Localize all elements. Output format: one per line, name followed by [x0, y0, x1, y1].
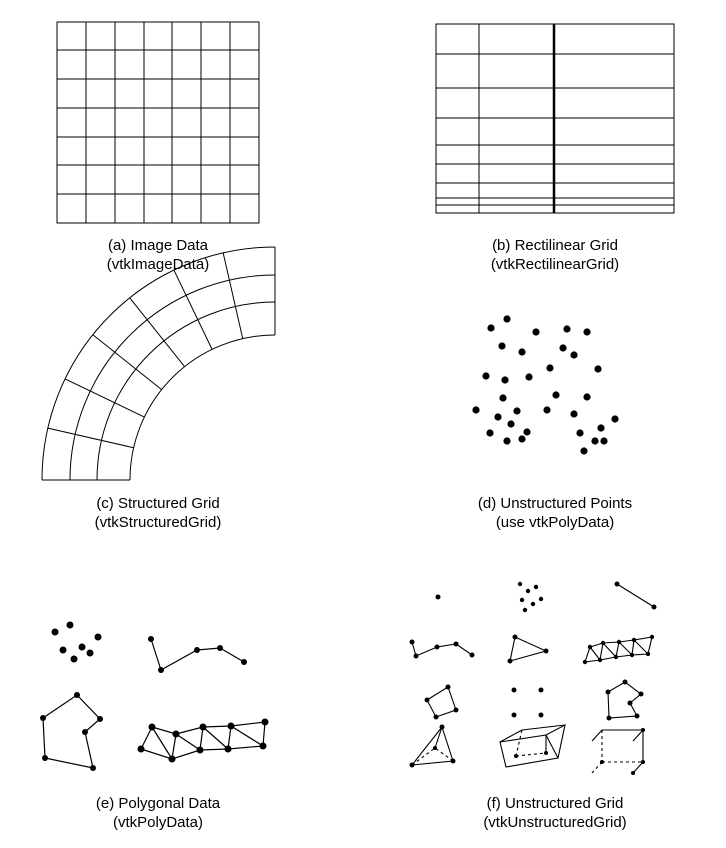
- point: [611, 415, 618, 422]
- caption-rectilinear-grid: [455, 236, 655, 274]
- point: [487, 324, 494, 331]
- unstructured-points-diagram: [0, 300, 726, 470]
- point: [570, 351, 577, 358]
- caption-title: (a) Image Data: [107, 237, 209, 254]
- point: [552, 391, 559, 398]
- unstructured-grid-diagram: [0, 570, 726, 770]
- point: [523, 428, 530, 435]
- caption-title: (f) Unstructured Grid: [486, 795, 624, 812]
- point: [525, 373, 532, 380]
- point: [543, 406, 550, 413]
- point: [600, 437, 607, 444]
- caption-title: (c) Structured Grid: [96, 495, 220, 512]
- caption-title: (d) Unstructured Points: [477, 495, 633, 512]
- point: [583, 328, 590, 335]
- caption-unstructured-points: [455, 494, 655, 532]
- caption-class-name: (vtkRectilinearGrid): [490, 256, 620, 273]
- point: [559, 344, 566, 351]
- caption-title: (b) Rectilinear Grid: [492, 237, 618, 254]
- caption-class-name: (vtkImageData): [106, 256, 210, 273]
- rectilinear-grid-diagram: [0, 0, 726, 230]
- point: [482, 372, 489, 379]
- point: [486, 429, 493, 436]
- point: [494, 413, 501, 420]
- point: [499, 394, 506, 401]
- point: [518, 435, 525, 442]
- point: [594, 365, 601, 372]
- point: [591, 437, 598, 444]
- caption-class-name: (vtkPolyData): [112, 814, 204, 831]
- point: [503, 315, 510, 322]
- point: [498, 342, 505, 349]
- point: [580, 447, 587, 454]
- point: [513, 407, 520, 414]
- point: [518, 348, 525, 355]
- point: [532, 328, 539, 335]
- point: [576, 429, 583, 436]
- caption-title: (e) Polygonal Data: [95, 795, 221, 812]
- caption-class-name: (vtkUnstructuredGrid): [483, 814, 627, 831]
- caption-class-name: (vtkStructuredGrid): [94, 514, 222, 531]
- point: [570, 410, 577, 417]
- caption-image-data: [58, 236, 258, 274]
- point: [503, 437, 510, 444]
- caption-class-name: (use vtkPolyData): [495, 514, 615, 531]
- point: [583, 393, 590, 400]
- point: [546, 364, 553, 371]
- point: [472, 406, 479, 413]
- point: [597, 424, 604, 431]
- caption-structured-grid: [58, 494, 258, 532]
- point: [507, 420, 514, 427]
- point: [563, 325, 570, 332]
- caption-polygonal-data: [58, 794, 258, 832]
- caption-unstructured-grid: [435, 794, 675, 832]
- point: [501, 376, 508, 383]
